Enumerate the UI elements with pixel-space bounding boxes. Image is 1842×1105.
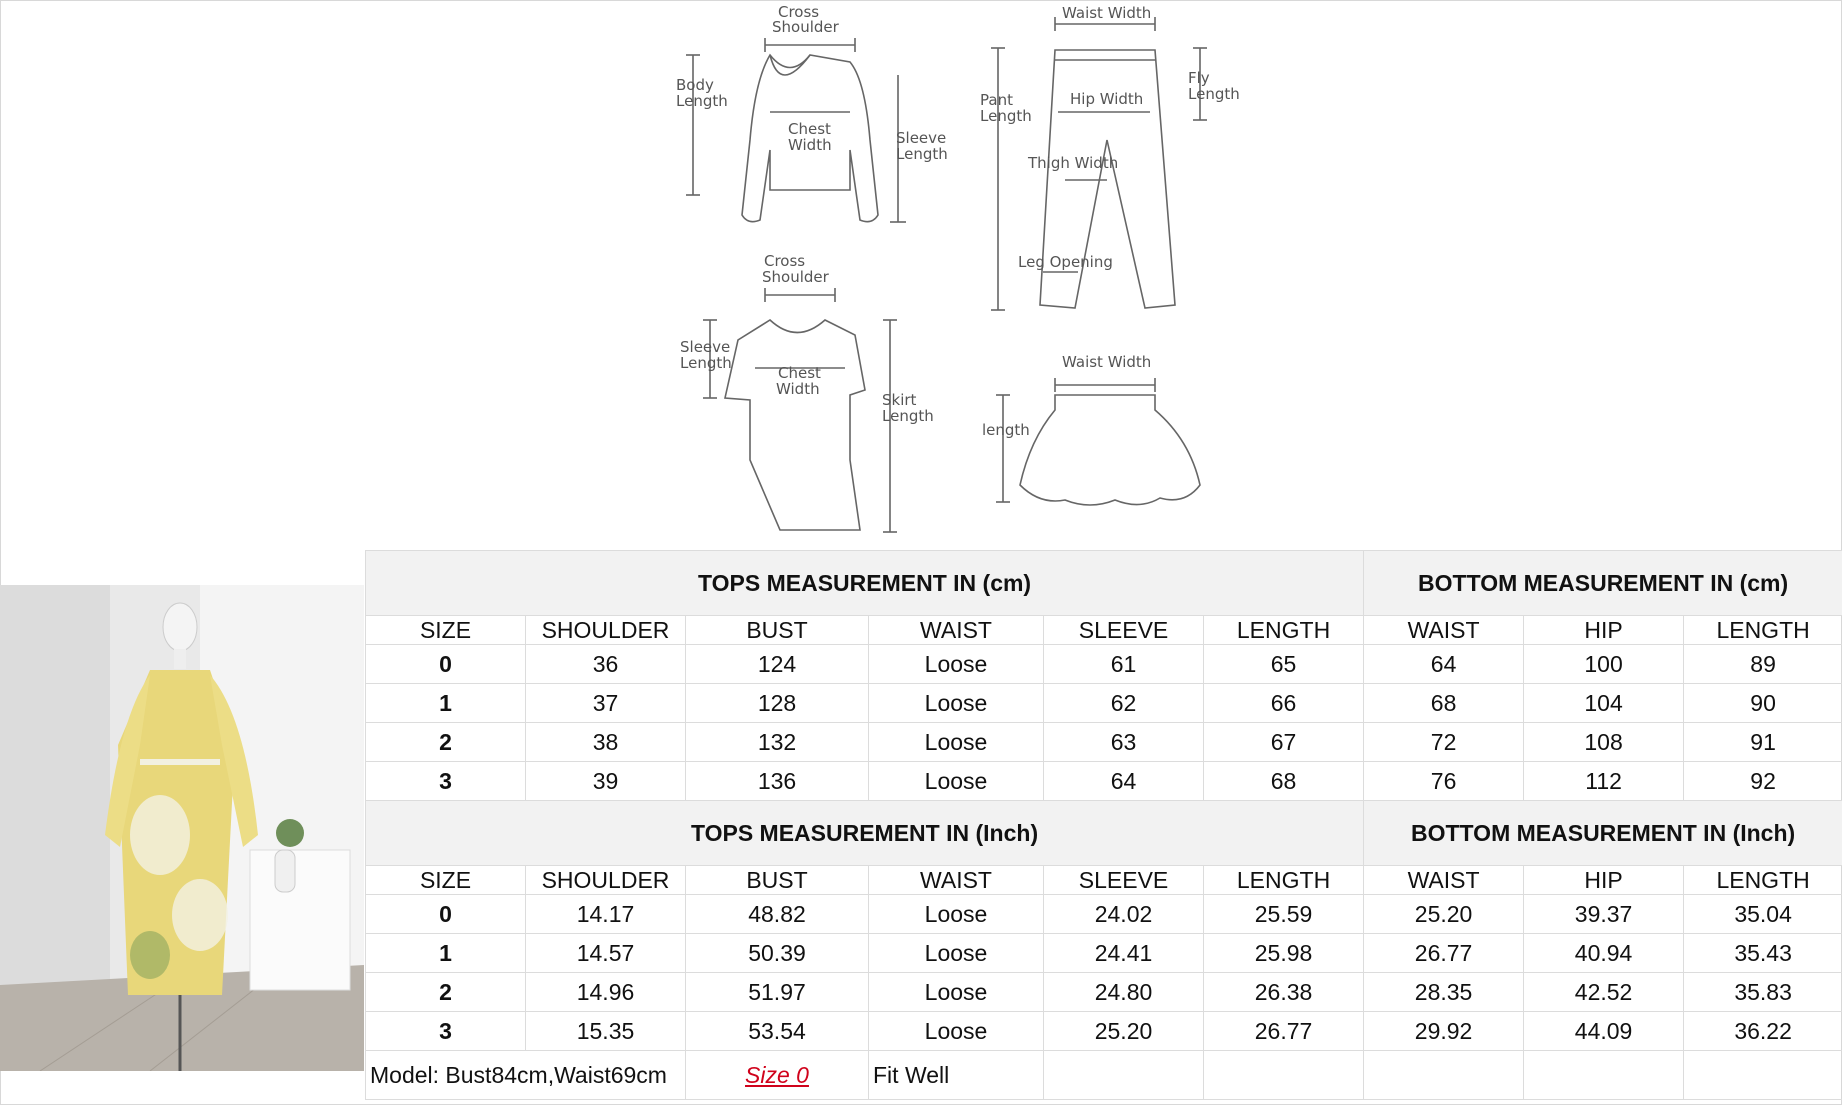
diagram-label: Cross [778, 3, 820, 21]
column-header-row [366, 616, 1842, 645]
table-cell: 61 [1044, 645, 1204, 684]
table-cell: 26.77 [1364, 934, 1524, 973]
table-cell: 128 [686, 684, 869, 723]
table-cell: 50.39 [686, 934, 869, 973]
table-row [366, 1012, 1842, 1051]
table-row [366, 934, 1842, 973]
table-cell: 68 [1364, 684, 1524, 723]
table-cell: 136 [686, 762, 869, 801]
empty-cell [1044, 1051, 1204, 1100]
table-cell: 67 [1204, 723, 1364, 762]
diagram-label: Hip Width [1070, 90, 1144, 108]
table-cell: Loose [869, 934, 1044, 973]
table-cell: Loose [869, 645, 1044, 684]
section-header-row [366, 551, 1842, 616]
size-cell: 0 [366, 895, 526, 934]
table-cell: 26.38 [1204, 973, 1364, 1012]
table-cell: 14.57 [526, 934, 686, 973]
model-info: Model: Bust84cm,Waist69cm [366, 1051, 686, 1100]
table-cell: 25.98 [1204, 934, 1364, 973]
table-cell: 104 [1524, 684, 1684, 723]
table-cell: 24.80 [1044, 973, 1204, 1012]
size-cell: 1 [366, 934, 526, 973]
diagram-label: Shoulder [762, 268, 829, 286]
column-header: WAIST [1364, 866, 1524, 895]
column-header: WAIST [869, 866, 1044, 895]
diagram-label: length [982, 421, 1030, 439]
column-header: LENGTH [1684, 866, 1842, 895]
diagram-label: Chest [788, 120, 831, 138]
diagram-label: Length [980, 107, 1032, 125]
diagram-label: Skirt [882, 391, 917, 409]
diagram-label: Cross [764, 252, 806, 270]
column-header: BUST [686, 616, 869, 645]
size-cell: 1 [366, 684, 526, 723]
table-cell: 53.54 [686, 1012, 869, 1051]
table-cell: 62 [1044, 684, 1204, 723]
column-header: SIZE [366, 866, 526, 895]
table-row [366, 723, 1842, 762]
empty-cell [1364, 1051, 1524, 1100]
top-diagram [676, 3, 948, 222]
table-cell: 37 [526, 684, 686, 723]
table-cell: 108 [1524, 723, 1684, 762]
size-cell: 2 [366, 723, 526, 762]
table-cell: Loose [869, 1012, 1044, 1051]
table-cell: 68 [1204, 762, 1364, 801]
table-cell: 91 [1684, 723, 1842, 762]
table-cell: 35.04 [1684, 895, 1842, 934]
table-cell: 66 [1204, 684, 1364, 723]
table-cell: 42.52 [1524, 973, 1684, 1012]
empty-cell [1524, 1051, 1684, 1100]
bottom-cm-title: BOTTOM MEASUREMENT IN (cm) [1364, 551, 1842, 616]
table-cell: 64 [1044, 762, 1204, 801]
column-header: HIP [1524, 616, 1684, 645]
table-row [366, 973, 1842, 1012]
table-cell: 76 [1364, 762, 1524, 801]
table-cell: 112 [1524, 762, 1684, 801]
diagram-label: Width [776, 380, 820, 398]
diagram-label: Sleeve [896, 129, 947, 147]
size-cell: 3 [366, 762, 526, 801]
dress-diagram [680, 252, 934, 532]
table-cell: Loose [869, 684, 1044, 723]
table-cell: 132 [686, 723, 869, 762]
measurement-diagram [660, 0, 1280, 545]
model-size: Size 0 [686, 1051, 869, 1100]
table-cell: 14.17 [526, 895, 686, 934]
diagram-label: Shoulder [772, 18, 839, 36]
table-row [366, 762, 1842, 801]
tops-cm-title: TOPS MEASUREMENT IN (cm) [366, 551, 1364, 616]
table-cell: 65 [1204, 645, 1364, 684]
table-cell: 90 [1684, 684, 1842, 723]
column-header: SLEEVE [1044, 616, 1204, 645]
column-header: HIP [1524, 866, 1684, 895]
table-cell: 64 [1364, 645, 1524, 684]
skirt-diagram [982, 353, 1200, 505]
diagram-label: Chest [778, 364, 821, 382]
column-header: SLEEVE [1044, 866, 1204, 895]
column-header: WAIST [869, 616, 1044, 645]
table-cell: 39.37 [1524, 895, 1684, 934]
diagram-label: Fly [1188, 69, 1210, 87]
product-photo [0, 585, 364, 1071]
diagram-label: Length [680, 354, 732, 372]
size-cell: 3 [366, 1012, 526, 1051]
table-cell: 44.09 [1524, 1012, 1684, 1051]
size-cell: 0 [366, 645, 526, 684]
table-cell: 25.20 [1044, 1012, 1204, 1051]
table-cell: 15.35 [526, 1012, 686, 1051]
table-cell: 29.92 [1364, 1012, 1524, 1051]
table-cell: 72 [1364, 723, 1524, 762]
column-header: SIZE [366, 616, 526, 645]
column-header: LENGTH [1204, 866, 1364, 895]
size-chart-table [365, 550, 1842, 1100]
table-row [366, 684, 1842, 723]
diagram-label: Length [676, 92, 728, 110]
diagram-label: Waist Width [1062, 353, 1152, 371]
diagram-label: Waist Width [1062, 4, 1152, 22]
column-header: WAIST [1364, 616, 1524, 645]
table-cell: Loose [869, 723, 1044, 762]
column-header: LENGTH [1684, 616, 1842, 645]
table-cell: 124 [686, 645, 869, 684]
diagram-label: Length [1188, 85, 1240, 103]
column-header: SHOULDER [526, 616, 686, 645]
table-cell: 48.82 [686, 895, 869, 934]
empty-cell [1204, 1051, 1364, 1100]
diagram-label: Body [676, 76, 714, 94]
table-cell: 35.83 [1684, 973, 1842, 1012]
table-cell: Loose [869, 762, 1044, 801]
pants-diagram [980, 4, 1240, 310]
table-cell: 92 [1684, 762, 1842, 801]
table-cell: 63 [1044, 723, 1204, 762]
column-header: BUST [686, 866, 869, 895]
column-header: SHOULDER [526, 866, 686, 895]
table-cell: 25.59 [1204, 895, 1364, 934]
empty-cell [1684, 1051, 1842, 1100]
diagram-label: Sleeve [680, 338, 731, 356]
bottom-inch-title: BOTTOM MEASUREMENT IN (Inch) [1364, 801, 1842, 866]
table-cell: 26.77 [1204, 1012, 1364, 1051]
table-cell: 38 [526, 723, 686, 762]
diagram-label: Leg Opening [1018, 253, 1113, 271]
table-cell: 36.22 [1684, 1012, 1842, 1051]
diagram-label: Length [896, 145, 948, 163]
footer-row [366, 1051, 1842, 1100]
table-cell: 14.96 [526, 973, 686, 1012]
column-header: LENGTH [1204, 616, 1364, 645]
diagram-label: Width [788, 136, 832, 154]
section-header-row [366, 801, 1842, 866]
table-cell: 24.41 [1044, 934, 1204, 973]
table-cell: Loose [869, 973, 1044, 1012]
size-chart [365, 550, 1842, 1103]
diagram-label: Thigh Width [1028, 154, 1119, 172]
tops-inch-title: TOPS MEASUREMENT IN (Inch) [366, 801, 1364, 866]
table-cell: 100 [1524, 645, 1684, 684]
fit-note: Fit Well [869, 1051, 1044, 1100]
table-cell: 39 [526, 762, 686, 801]
table-cell: 36 [526, 645, 686, 684]
table-cell: 25.20 [1364, 895, 1524, 934]
table-cell: 24.02 [1044, 895, 1204, 934]
size-cell: 2 [366, 973, 526, 1012]
table-cell: 35.43 [1684, 934, 1842, 973]
table-cell: 51.97 [686, 973, 869, 1012]
table-cell: 40.94 [1524, 934, 1684, 973]
diagram-label: Length [882, 407, 934, 425]
diagram-label: Pant [980, 91, 1013, 109]
table-cell: Loose [869, 895, 1044, 934]
table-row [366, 895, 1842, 934]
table-cell: 89 [1684, 645, 1842, 684]
column-header-row [366, 866, 1842, 895]
table-cell: 28.35 [1364, 973, 1524, 1012]
table-row [366, 645, 1842, 684]
